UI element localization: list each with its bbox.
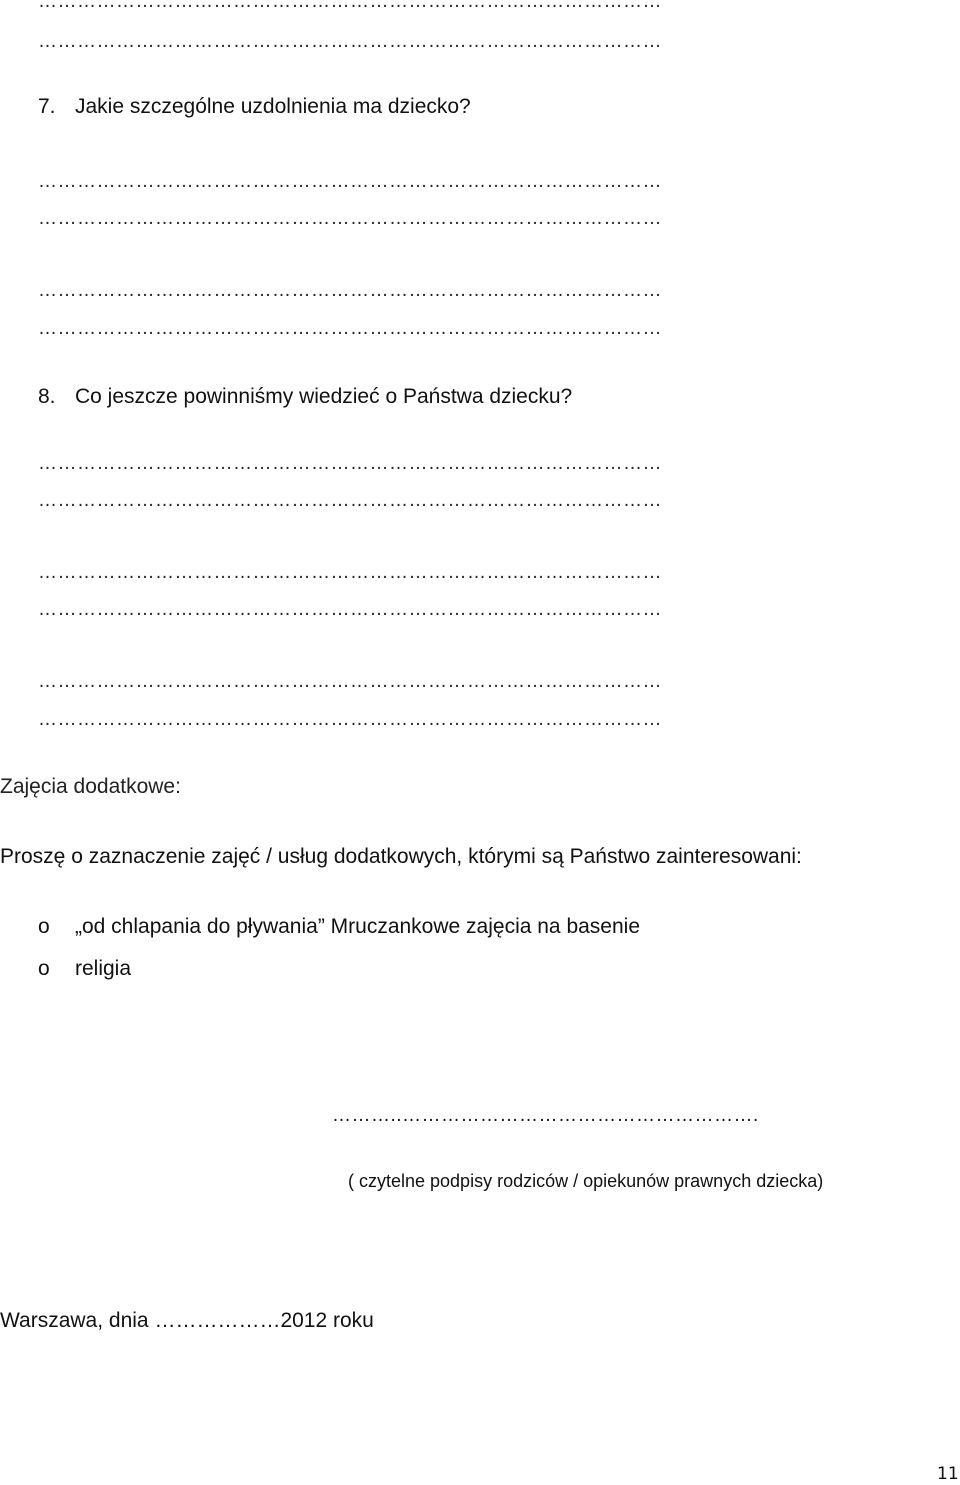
answer-dots-line: …………………………………………………………………………………… — [38, 563, 662, 583]
answer-dots-line: …………………………………………………………………………………… — [38, 710, 662, 730]
answer-dots-line: …………………………………………………………………………………… — [38, 672, 662, 692]
answer-dots-line: …………………………………………………………………………………… — [38, 32, 662, 52]
option-religion-label: religia — [75, 957, 132, 980]
signature-caption: ( czytelne podpisy rodziców / opiekunów prawnych dziecka) — [348, 1171, 824, 1191]
question-7-text: Jakie szczególne uzdolnienia ma dziecko? — [75, 95, 471, 118]
section-title: Zajęcia dodatkowe: — [0, 775, 181, 798]
answer-dots-line: …………………………………………………………………………………… — [38, 491, 662, 511]
answer-dots-line: …………………………………………………………………………………… — [38, 209, 662, 229]
answer-dots-line: …………………………………………………………………………………… — [38, 454, 662, 474]
option-swimming-label: „od chlapania do pływania” Mruczankowe zajęcia na basenie — [75, 915, 641, 938]
answer-dots-line: …………………………………………………………………………………… — [38, 600, 662, 620]
option-bullet[interactable]: o — [38, 915, 50, 938]
question-8-number: 8. — [38, 385, 56, 408]
answer-dots-line: …………………………………………………………………………………… — [38, 319, 662, 339]
page-number: 11 — [937, 1464, 959, 1484]
question-7-number: 7. — [38, 95, 56, 118]
answer-dots-line: …………………………………………………………………………………… — [38, 172, 662, 192]
section-instruction: Proszę o zaznaczenie zajęć / usług dodatkowych, którymi są Państwo zainteresowani: — [0, 845, 802, 868]
option-bullet[interactable]: o — [38, 957, 50, 980]
question-8-text: Co jeszcze powinniśmy wiedzieć o Państwa dziecku? — [75, 385, 573, 408]
answer-dots-line: …………………………………………………………………………………… — [38, 281, 662, 301]
signature-dots-line: ………..………………………………………………. — [332, 1106, 759, 1126]
answer-dots-line: …………………………………………………………………………………… — [38, 0, 662, 12]
place-date-line: Warszawa, dnia ………………2012 roku — [0, 1309, 374, 1332]
